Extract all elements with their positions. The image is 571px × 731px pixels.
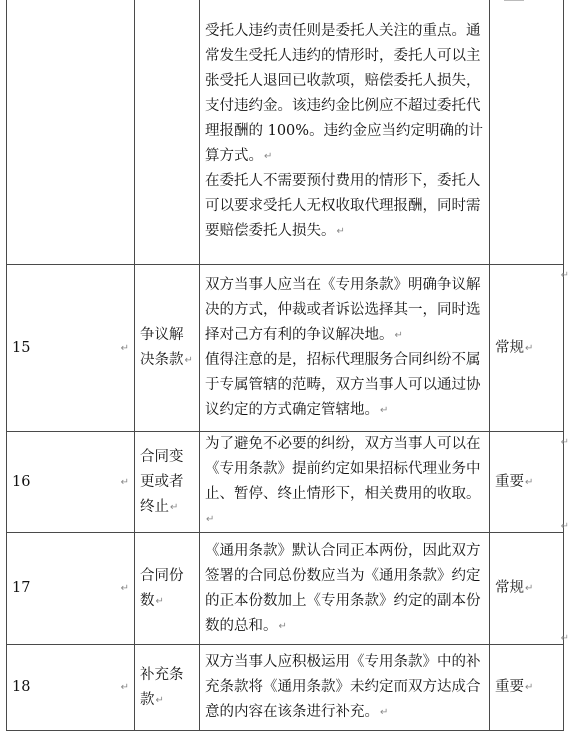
cell-mark-icon: ↵ bbox=[120, 583, 129, 594]
clause-table bbox=[6, 0, 564, 731]
cell-mark-icon: ↵ bbox=[525, 583, 534, 594]
clause-name-cell bbox=[135, 0, 200, 265]
description-paragraph: 为了避免不必要的纠纷，双方当事人可以在《专用条款》提前约定如果招标代理业务中止、暂停、终止情形下，相关费用的收取。↵ bbox=[205, 436, 481, 525]
table-row bbox=[7, 645, 564, 731]
cell-mark-icon: ↵ bbox=[155, 595, 164, 607]
row-number-cell bbox=[7, 0, 135, 265]
table-row bbox=[7, 432, 564, 533]
level-cell bbox=[490, 0, 564, 265]
paragraph-mark-icon: ↵ bbox=[264, 151, 273, 162]
cell-mark-icon: ↵ bbox=[120, 682, 129, 693]
row-end-mark-icon: ↵ bbox=[560, 633, 569, 644]
description-paragraph: 双方当事人应当在《专用条款》明确争议解决的方式，仲裁或者诉讼选择其一，同时选择对己方有利的争议解决地。↵ bbox=[205, 277, 481, 343]
description-paragraph: 值得注意的是，招标代理服务合同纠纷不属于专属管辖的范畴，双方当事人可以通过协议约定的方式确定管辖地。↵ bbox=[205, 352, 481, 418]
row-number-cell: 17 ↵ bbox=[7, 533, 135, 645]
level-cell: 常规↵ bbox=[490, 265, 564, 432]
cell-mark-icon: ↵ bbox=[120, 342, 129, 354]
paragraph-mark-icon: ↵ bbox=[394, 330, 403, 341]
paragraph-mark-icon: ↵ bbox=[380, 405, 389, 416]
clause-name-cell: 合同变更或者终止↵ bbox=[135, 432, 200, 533]
cell-mark-icon: ↵ bbox=[184, 355, 193, 366]
row-number-cell: 16 ↵ bbox=[7, 432, 135, 533]
clause-name-cell: 争议解决条款↵ bbox=[135, 265, 200, 432]
table-row bbox=[7, 0, 564, 265]
clause-description-cell bbox=[200, 432, 490, 533]
cell-mark-icon: ↵ bbox=[155, 694, 164, 706]
description-paragraph: 在委托人不需要预付费用的情形下，委托人可以要求受托人无权收取代理报酬，同时需要赔偿委托人损失。↵ bbox=[205, 173, 481, 239]
cell-mark-icon: ↵ bbox=[170, 501, 179, 513]
row-number-cell: 18 ↵ bbox=[7, 645, 135, 731]
level-cell: 重要↵ bbox=[490, 432, 564, 533]
cell-mark-icon: ↵ bbox=[525, 476, 534, 488]
table-row bbox=[7, 533, 564, 645]
level-cell: 重要↵ bbox=[490, 645, 564, 731]
cell-mark-icon: ↵ bbox=[120, 476, 129, 488]
description-paragraph: 受托人违约责任则是委托人关注的重点。通常发生受托人违约的情形时，委托人可以主张受托人退回已收款项，赔偿委托人损失，支付违约金。该违约金比例应不超过委托代理报酬的 100%。违约金应当约定明确的计算方式。↵ bbox=[205, 23, 484, 164]
clause-name-cell: 合同份数↵ bbox=[135, 533, 200, 645]
clause-description-cell bbox=[200, 645, 490, 731]
clause-description-cell bbox=[200, 0, 490, 265]
paragraph-mark-icon: ↵ bbox=[278, 620, 287, 632]
paragraph-mark-icon: ↵ bbox=[336, 226, 345, 237]
level-cell: 常规↵ bbox=[490, 533, 564, 645]
cell-mark-icon: ↵ bbox=[525, 342, 534, 354]
description-paragraph: 《通用条款》默认合同正本两份，因此双方签署的合同总份数应当为《通用条款》约定的正本份数加上《专用条款》约定的副本份数的总和。↵ bbox=[205, 542, 481, 634]
row-end-mark-icon: ↵ bbox=[560, 270, 569, 281]
clause-description-cell bbox=[200, 265, 490, 432]
cell-mark-icon: ↵ bbox=[525, 682, 534, 693]
paragraph-mark-icon: ↵ bbox=[206, 514, 215, 525]
clause-description-cell bbox=[200, 533, 490, 645]
description-paragraph: 双方当事人应积极运用《专用条款》中的补充条款将《通用条款》未约定而双方达成合意的内容在该条进行补充。↵ bbox=[205, 654, 481, 720]
paragraph-mark-icon: ↵ bbox=[380, 707, 389, 718]
row-number-cell: 15 ↵ bbox=[7, 265, 135, 432]
clause-name-cell: 补充条款↵ bbox=[135, 645, 200, 731]
row-end-mark-icon: ↵ bbox=[560, 521, 569, 532]
table-row bbox=[7, 265, 564, 432]
row-end-mark-icon: ↵ bbox=[560, 437, 569, 448]
